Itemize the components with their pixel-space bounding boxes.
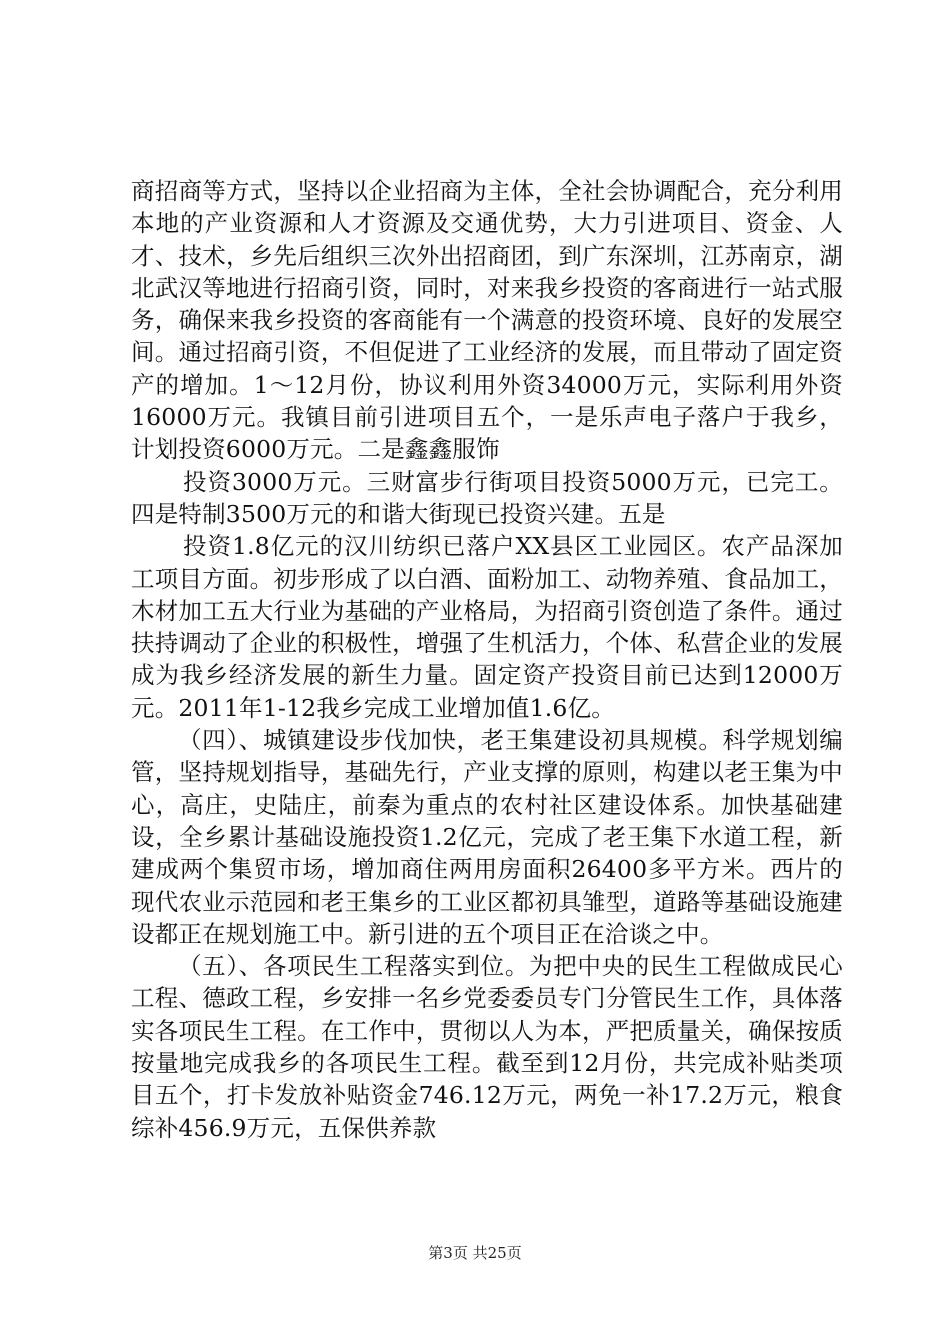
paragraph-xinxin: 投资3000万元。三财富步行街项目投资5000万元，已完工。四是特制3500万元的和谐大街现已投资兴建。五是 (131, 467, 843, 528)
paragraph-livelihood: （五）、各项民生工程落实到位。为把中央的民生工程做成民心工程、德政工程，乡安排一名乡党委委员专门分管民生工作，具体落实各项民生工程。在工作中，贯彻以人为本，严把质量关，确保按质按量地完成我乡的各项民生工程。截至到12月份，共完成补贴类项目五个，打卡发放补贴资金746.12万元，两免一补17.2万元，粮食综补456.9万元，五保供养款 (131, 952, 843, 1142)
paragraph-investment: 商招商等方式，坚持以企业招商为主体，全社会协调配合，充分利用本地的产业资源和人才资源及交通优势，大力引进项目、资金、人才、技术，乡先后组织三次外出招商团，到广东深圳，江苏南京，湖北武汉等地进行招商引资，同时，对来我乡投资的客商进行一站式服务，确保来我乡投资的客商能有一个满意的投资环境、良好的发展空间。通过招商引资，不但促进了工业经济的发展，而且带动了固定资产的增加。1～12月份，协议利用外资34000万元，实际利用外资16000万元。我镇目前引进项目五个，一是乐声电子落户于我乡，计划投资6000万元。二是鑫鑫服饰 (131, 177, 843, 464)
document-body (131, 175, 843, 1144)
paragraph-hanchuan: 投资1.8亿元的汉川纺织已落户XX县区工业园区。农产品深加工项目方面。初步形成了以白酒、面粉加工、动物养殖、食品加工，木材加工五大行业为基础的产业格局，为招商引资创造了条件。通过扶持调动了企业的积极性，增强了生机活力，个体、私营企业的发展成为我乡经济发展的新生力量。固定资产投资目前已达到12000万元。2011年1-12我乡完成工业增加值1.6亿。 (131, 532, 843, 722)
paragraph-town-construction: （四）、城镇建设步伐加快，老王集建设初具规模。科学规划编管，坚持规划指导，基础先行，产业支撑的原则，构建以老王集为中心，高庄，史陆庄，前秦为重点的农村社区建设体系。加快基础建设，全乡累计基础设施投资1.2亿元，完成了老王集下水道工程，新建成两个集贸市场，增加商住两用房面积26400多平方米。西片的现代农业示范园和老王集乡的工业区都初具雏型，道路等基础设施建设都正在规划施工中。新引进的五个项目正在洽谈之中。 (131, 726, 843, 948)
page-number: 第3页 共25页 (428, 1244, 522, 1262)
